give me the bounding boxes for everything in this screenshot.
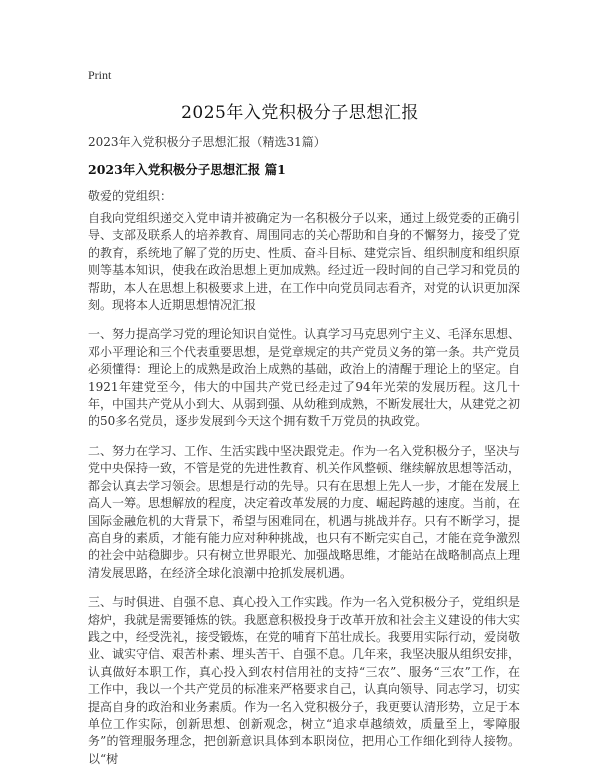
paragraph: 二、努力在学习、工作、生活实践中坚决跟党走。作为一名入党积极分子，坚决与党中央保持一致，不管是党的先进性教育、机关作风整顿、继续解放思想等活动，都会认真去学习领会。思想是行动的先导。只有在思想上先人一步，才能在发展上高人一筹。思想解放的程度，决定着改革发展的力度、崛起跨越的速度。当前，在国际金融危机的大背景下，希望与困难同在，机遇与挑战并存。只有不断学习，提高自身的素质，才能有能力应对种种挑战，也只有不断完实自己，才能在竞争激烈的社会中站稳脚步。只有树立世界眼光、加强战略思维，才能站在战略制高点上理清发展思路，在经济全球化浪潮中抢抓发展机遇。 bbox=[88, 443, 521, 580]
greeting: 敬爱的党组织： bbox=[88, 189, 173, 203]
print-link[interactable]: Print bbox=[88, 68, 112, 82]
paragraph: 三、与时俱进、自强不息、真心投入工作实践。作为一名入党积极分子，党组织是熔炉，我就是需要锤炼的铁。我愿意积极投身于改革开放和社会主义建设的伟大实践之中，经受洗礼，接受锻炼，在党的哺育下茁壮成长。我要用实际行动，爱岗敬业、诚实守信、艰苦朴素、埋头苦干、自强不息。几年来，我坚决服从组织安排，认真做好本职工作，真心投入到农村信用社的支持“三农”、服务“三农”工作，在工作中，我以一个共产党员的标准来严格要求自己，认真向领导、同志学习，切实提高自身的政治和业务素质。作为一名入党积极分子，我更要认清形势，立足于本单位工作实际，创新思想、创新观念，树立“追求卓越绩效，质量至上，零障服务”的管理服务理念，把创新意识具体到本职岗位，把用心工作细化到待人接物。以“树 bbox=[88, 595, 521, 766]
body-text bbox=[88, 210, 520, 780]
page-title: 2025年入党积极分子思想汇报 bbox=[181, 103, 419, 123]
section-heading: 2023年入党积极分子思想汇报 篇1 bbox=[88, 162, 286, 177]
document-subtitle: 2023年入党积极分子思想汇报（精选31篇） bbox=[88, 135, 326, 149]
paragraph: 一、努力提高学习党的理论知识自觉性。认真学习马克思列宁主义、毛泽东思想、邓小平理论和三个代表重要思想，是党章规定的共产党员义务的第一条。共产党员必须懂得：理论上的成熟是政治上成熟的基础，政治上的清醒于理论上的坚定。自1921年建党至今，伟大的中国共产党已经走过了94年光荣的发展历程。这几十年，中国共产党从小到大、从弱到强、从幼稚到成熟，不断发展壮大，从建党之初的50多名党员，逐步发展到今天这个拥有数千万党员的执政党。 bbox=[88, 327, 521, 429]
paragraph: 自我向党组织递交入党申请并被确定为一名积极分子以来，通过上级党委的正确引导、支部及联系人的培养教育、周围同志的关心帮助和自身的不懈努力，接受了党的教育，系统地了解了党的历史、性质、奋斗目标、建党宗旨、组织制度和组织原则等基本知识，使我在政治思想上更加成熟。经过近一段时间的自己学习和党员的帮助，本人在思想上积极要求上进，在工作中向党员同志看齐，对党的认识更加深刻。现将本人近期思想情况汇报 bbox=[88, 211, 521, 313]
